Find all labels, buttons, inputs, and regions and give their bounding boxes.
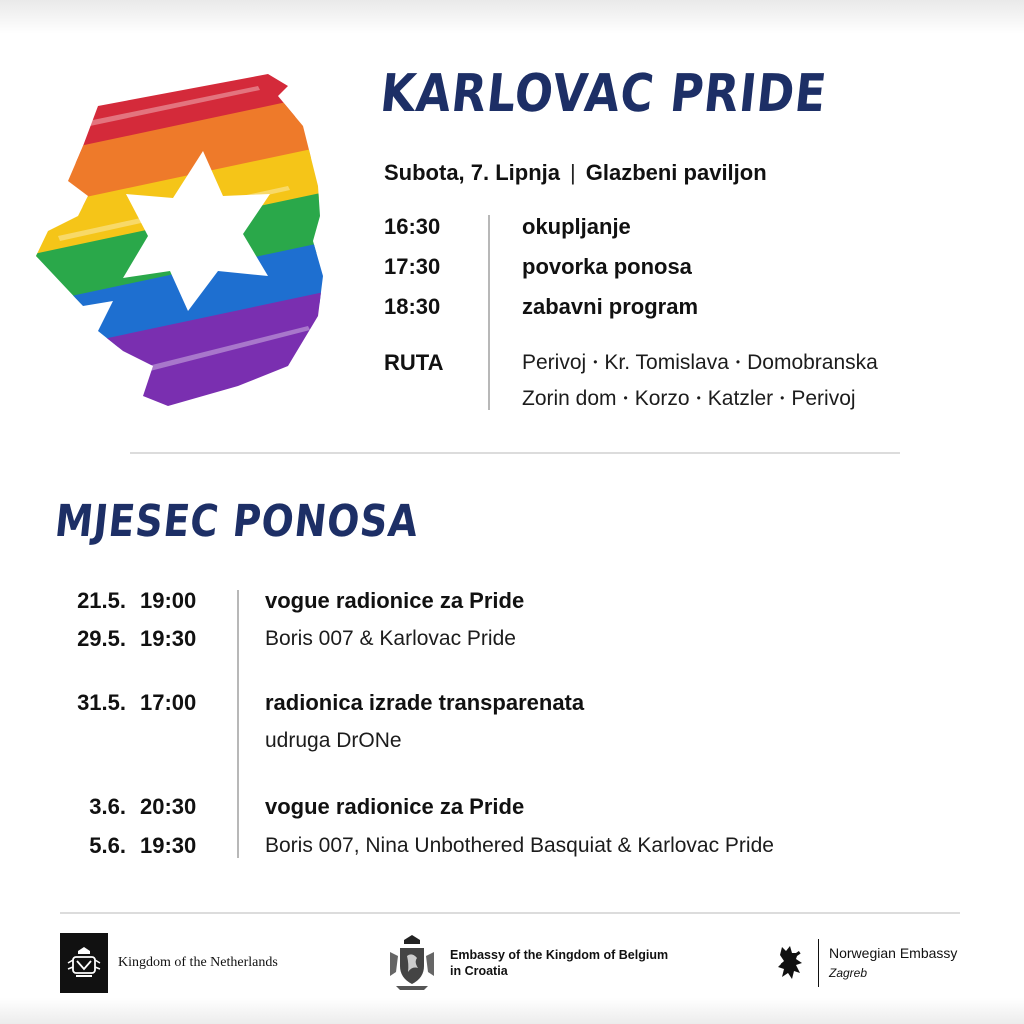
- route-dot: •: [696, 391, 701, 405]
- month-event-3: radionica izrade transparenata: [265, 690, 585, 715]
- month-divider: [237, 590, 239, 858]
- subtitle-separator: |: [570, 160, 576, 185]
- route-line-1: [522, 351, 878, 375]
- month-event-3-detail: udruga DrONe: [265, 729, 402, 752]
- netherlands-crest-icon: [60, 933, 108, 993]
- rainbow-star-logo: [28, 66, 328, 416]
- month-time-5: 19:30: [140, 833, 197, 858]
- route-stop: Kr. Tomislava: [604, 351, 729, 374]
- month-date-5: 5.6.: [89, 833, 126, 858]
- belgium-label: [450, 947, 668, 979]
- norway-label-line1: Norwegian Embassy: [829, 945, 958, 961]
- month-date-1: 21.5.: [77, 588, 126, 613]
- month-date-4: 3.6.: [89, 794, 126, 819]
- sponsor-norway: [774, 930, 957, 996]
- belgium-crest-icon: [384, 932, 440, 994]
- schedule-label-2: povorka ponosa: [522, 254, 692, 279]
- norway-lion-icon: [774, 943, 808, 983]
- month-event-1: vogue radionice za Pride: [265, 588, 525, 613]
- route-stop: Katzler: [707, 387, 774, 410]
- schedule-label-1: okupljanje: [522, 214, 631, 239]
- schedule-time-2: 17:30: [384, 254, 441, 279]
- route-stop: Perivoj: [791, 387, 856, 410]
- norway-divider: [818, 939, 819, 987]
- netherlands-label: Kingdom of the Netherlands: [118, 955, 278, 970]
- month-event-5: Boris 007, Nina Unbothered Basquiat & Karlovac Pride: [265, 834, 774, 857]
- event-date: Subota, 7. Lipnja: [384, 160, 561, 185]
- sponsor-netherlands: [60, 930, 278, 996]
- norway-label: [829, 943, 957, 983]
- route-stop: Zorin dom: [522, 387, 617, 410]
- month-time-1: 19:00: [140, 588, 197, 613]
- schedule-label-3: zabavni program: [522, 294, 699, 319]
- event-subtitle: [384, 160, 767, 186]
- month-event-4: vogue radionice za Pride: [265, 794, 525, 819]
- route-dot: •: [623, 391, 628, 405]
- month-time-4: 20:30: [140, 794, 197, 819]
- month-title: MJESEC PONOSA: [52, 496, 422, 547]
- footer-divider: [60, 912, 960, 914]
- route-stop: Korzo: [634, 387, 690, 410]
- schedule-divider: [488, 215, 490, 410]
- belgium-label-line1: Embassy of the Kingdom of Belgium: [450, 948, 669, 962]
- top-edge: [0, 0, 1024, 34]
- route-dot: •: [593, 355, 598, 369]
- norway-label-line2: Zagreb: [829, 966, 868, 980]
- month-time-3: 17:00: [140, 690, 197, 715]
- schedule-time-1: 16:30: [384, 214, 441, 239]
- month-date-2: 29.5.: [77, 626, 126, 651]
- route-label: RUTA: [384, 350, 444, 375]
- bottom-edge: [0, 998, 1024, 1024]
- route-line-2: [522, 387, 856, 411]
- route-stop: Domobranska: [747, 351, 878, 374]
- route-dot: •: [735, 355, 741, 369]
- sponsor-belgium: [384, 930, 668, 996]
- month-time-2: 19:30: [140, 626, 197, 651]
- section-divider: [130, 452, 900, 454]
- month-date-3: 31.5.: [77, 690, 126, 715]
- schedule-time-3: 18:30: [384, 294, 441, 319]
- event-title: KARLOVAC PRIDE: [377, 64, 830, 124]
- event-venue: Glazbeni paviljon: [585, 160, 767, 185]
- route-dot: •: [780, 391, 785, 405]
- month-event-2: Boris 007 & Karlovac Pride: [265, 627, 516, 650]
- route-stop: Perivoj: [522, 351, 587, 374]
- belgium-label-line2: in Croatia: [450, 964, 508, 978]
